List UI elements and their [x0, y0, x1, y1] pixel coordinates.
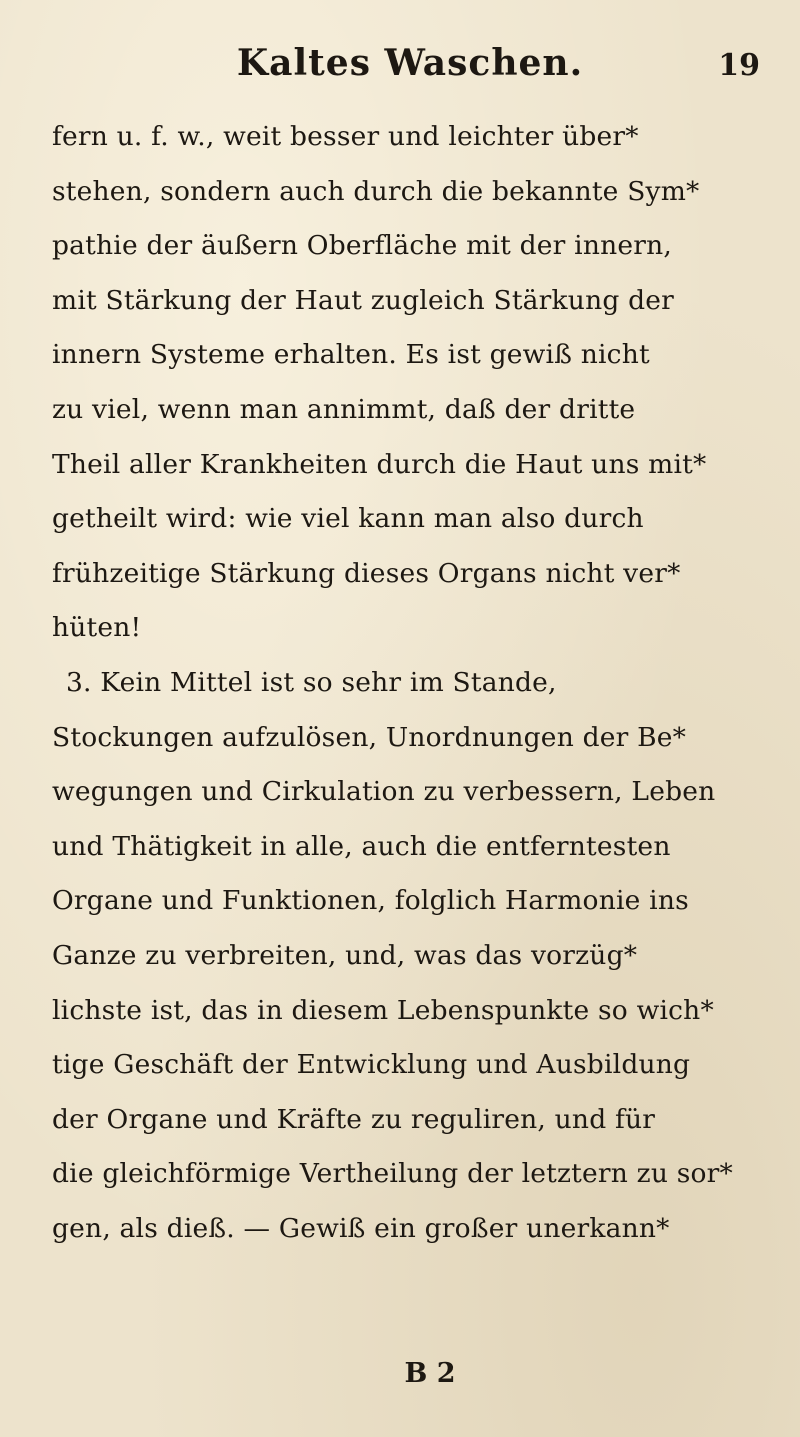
page-number: 19 [718, 48, 760, 83]
page-header [60, 42, 760, 102]
text-line: die gleichförmige Vertheilung der letztern zu sor* [52, 1158, 734, 1190]
text-line: mit Stärkung der Haut zugleich Stärkung der [52, 284, 675, 316]
signature-mark: B 2 [404, 1358, 456, 1389]
text-line: pathie der äußern Oberfläche mit der innern, [52, 230, 673, 262]
text-line: innern Systeme erhalten. Es ist gewiß nicht [52, 339, 650, 371]
text-line: der Organe und Kräfte zu reguliren, und für [52, 1103, 656, 1135]
text-line: getheilt wird: wie viel kann man also durch [52, 503, 644, 535]
text-line: lichste ist, das in diesem Lebenspunkte so wich* [52, 994, 714, 1026]
text-line: Stockungen aufzulösen, Unordnungen der Be* [52, 721, 687, 753]
text-line: 3. Kein Mittel ist so sehr im Stande, [66, 666, 557, 698]
text-line: tige Geschäft der Entwicklung und Ausbildung [52, 1049, 691, 1081]
text-line: frühzeitige Stärkung dieses Organs nicht ver* [52, 557, 681, 589]
running-title: Kaltes Waschen. [236, 42, 584, 84]
text-line: fern u. f. w., weit besser und leichter über* [52, 121, 639, 152]
text-line: Organe und Funktionen, folglich Harmonie ins [52, 885, 689, 917]
text-line: gen, als dieß. — Gewiß ein großer unerkann* [52, 1212, 670, 1244]
text-line: zu viel, wenn man annimmt, daß der dritte [52, 393, 636, 425]
text-line: hüten! [52, 612, 142, 644]
text-line: wegungen und Cirkulation zu verbessern, Leben [52, 776, 716, 808]
body-text [52, 110, 770, 1256]
text-line: Theil aller Krankheiten durch die Haut uns mit* [52, 448, 707, 480]
text-line: und Thätigkeit in alle, auch die entferntesten [52, 830, 671, 862]
text-line: stehen, sondern auch durch die bekannte Sym* [52, 175, 700, 207]
text-line: Ganze zu verbreiten, und, was das vorzüg* [52, 939, 638, 971]
